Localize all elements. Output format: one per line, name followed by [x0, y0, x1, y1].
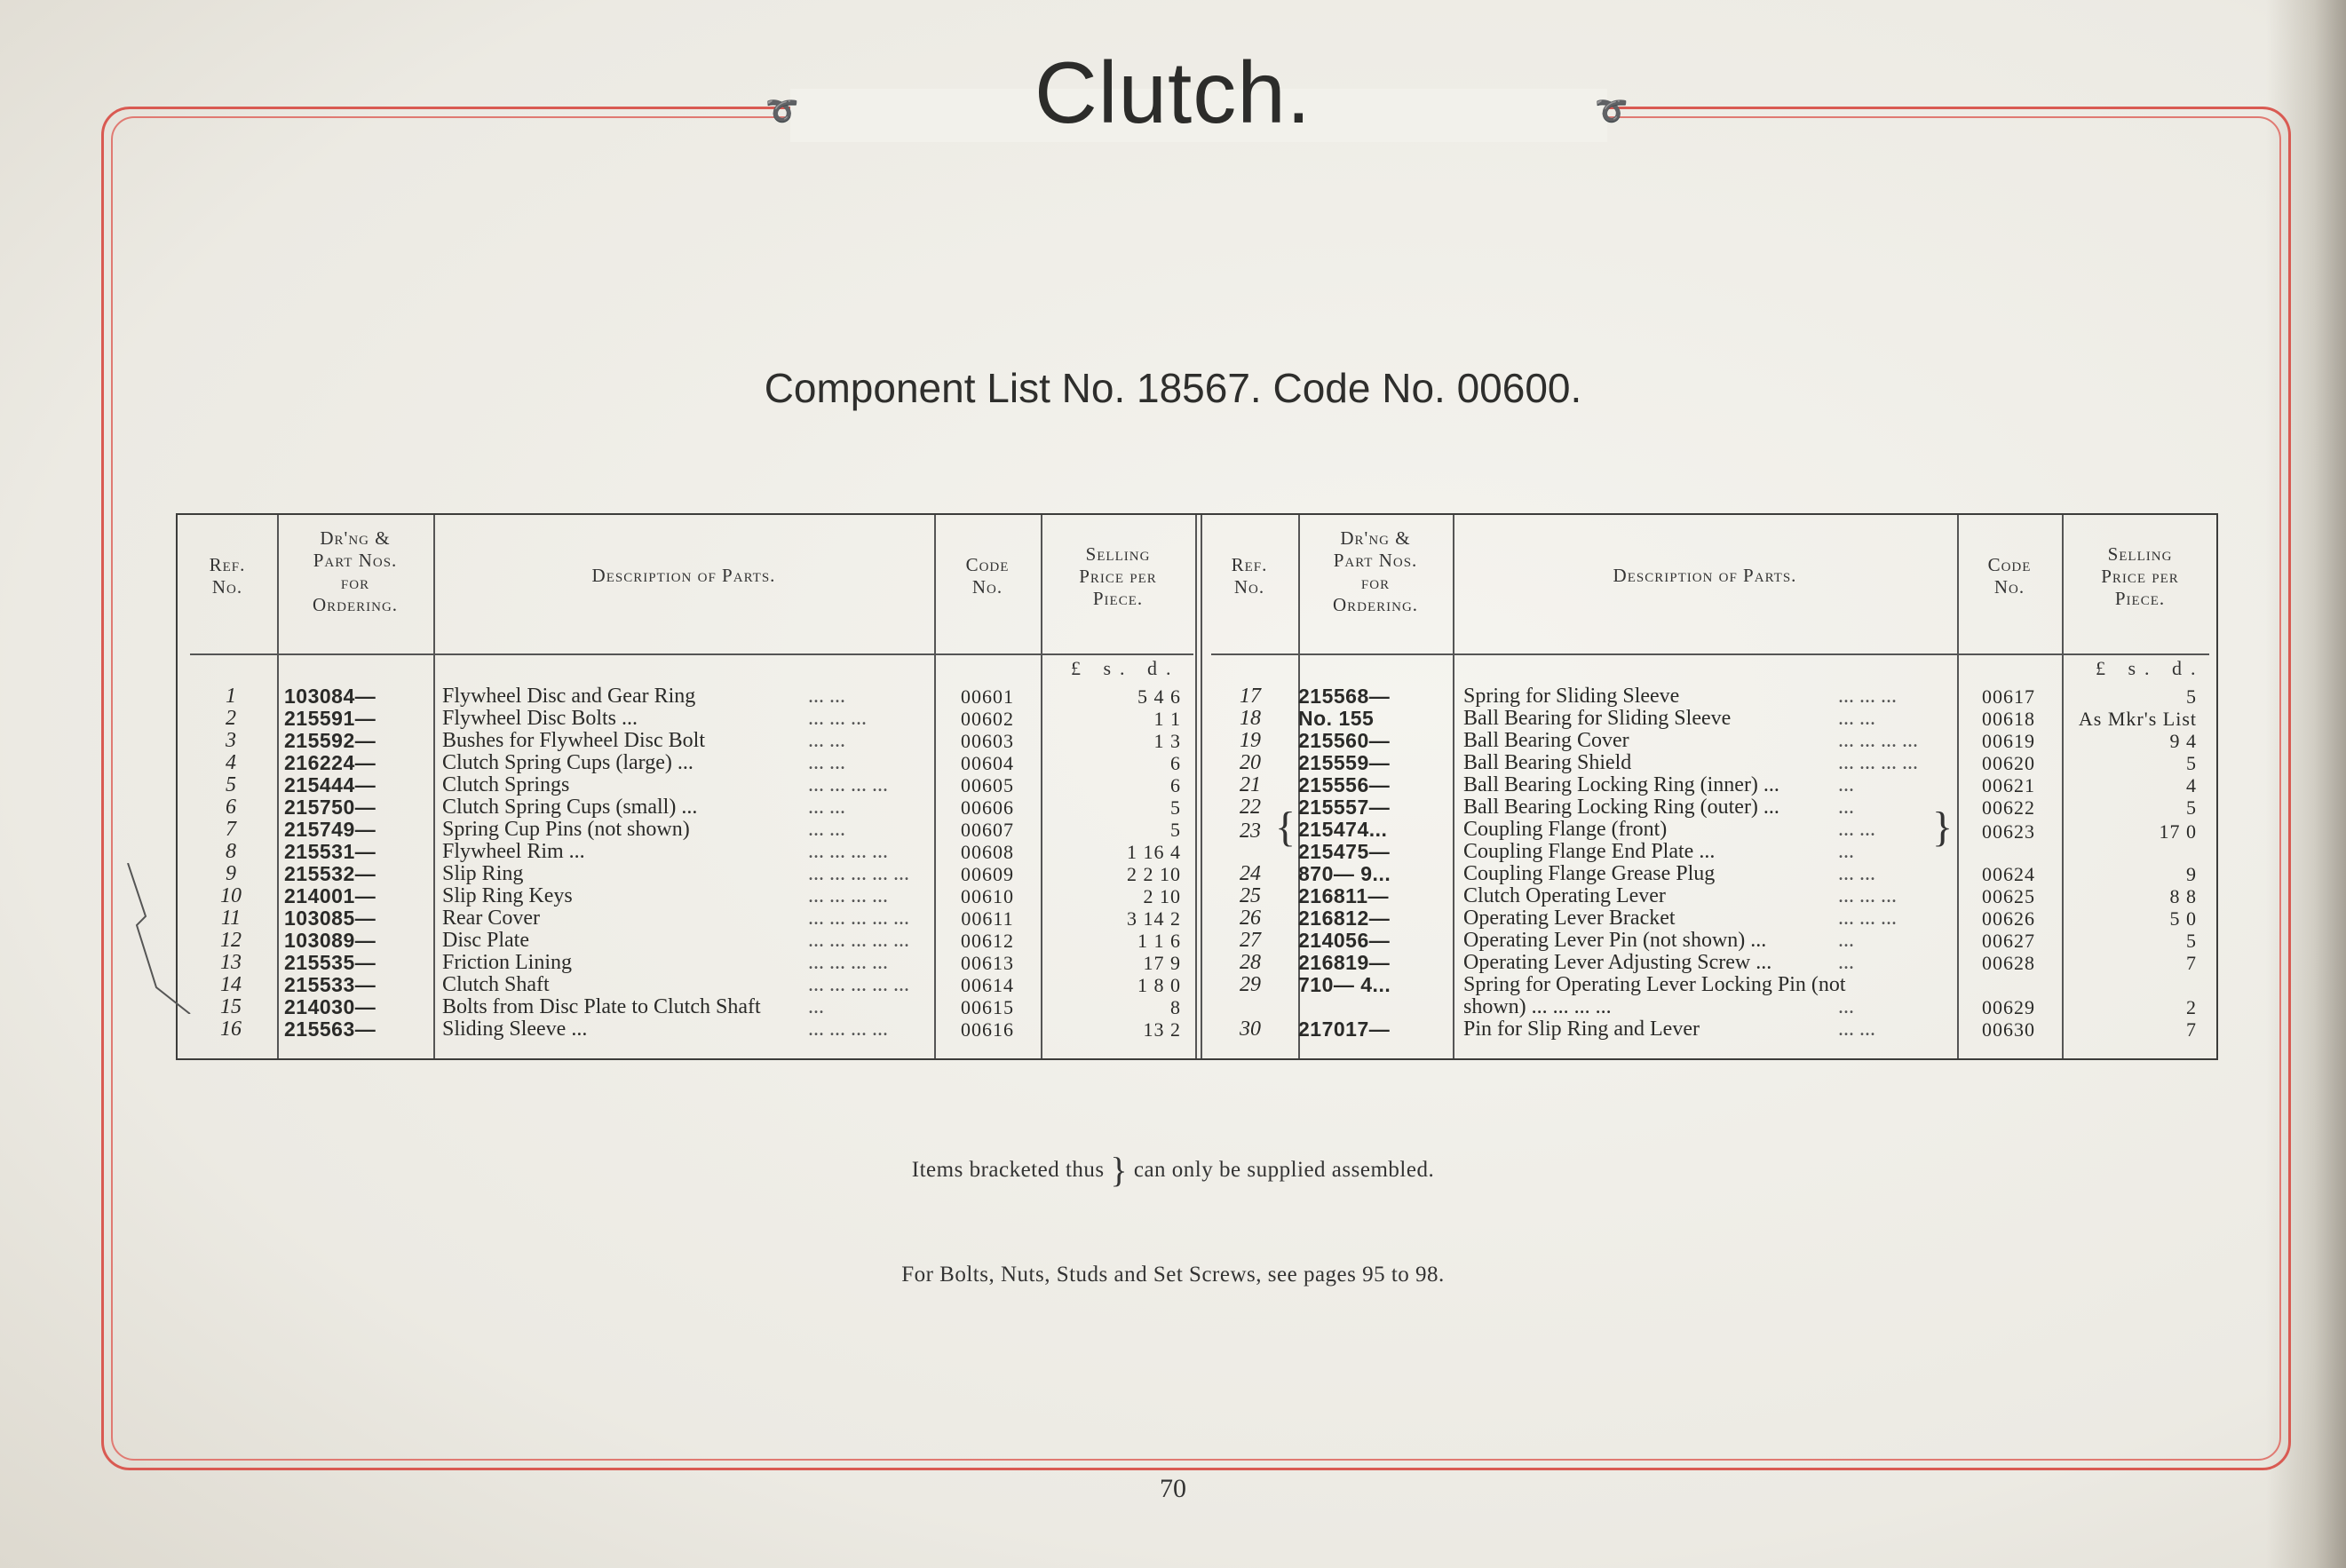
- code-number: 00621: [1982, 774, 2035, 796]
- part-description: Ball Bearing Cover: [1463, 729, 1629, 752]
- part-description: Slip Ring: [442, 862, 524, 885]
- selling-price: 2 10: [1143, 885, 1181, 907]
- part-number: 214030—: [284, 995, 376, 1018]
- leader-dots: ... ... ... ...: [808, 951, 888, 974]
- leader-dots: ...: [1838, 840, 1854, 863]
- header-rule-left: [190, 653, 1193, 655]
- part-number: 215533—: [284, 973, 376, 996]
- part-number: 214001—: [284, 884, 376, 907]
- header-part: Dr'ng & Part Nos. for Ordering.: [312, 527, 399, 615]
- ref-number: 12: [220, 929, 242, 952]
- part-number: 215592—: [284, 729, 376, 752]
- leader-dots: ... ... ... ... ...: [808, 973, 909, 996]
- part-description: Ball Bearing Locking Ring (outer) ...: [1463, 796, 1779, 819]
- bracket-note: [0, 1149, 2346, 1191]
- selling-price: 6: [1170, 752, 1181, 774]
- selling-price: 13 2: [1143, 1018, 1181, 1041]
- selling-price: 1 1 6: [1137, 930, 1181, 952]
- part-number: 215560—: [1298, 729, 1391, 752]
- part-description: Coupling Flange End Plate ...: [1463, 840, 1716, 863]
- code-number: 00618: [1982, 708, 2035, 730]
- part-description: Spring for Sliding Sleeve: [1463, 685, 1680, 708]
- group-23-ref: 23: [1240, 820, 1261, 843]
- ref-number: 7: [226, 818, 236, 841]
- part-number: 103085—: [284, 907, 376, 930]
- selling-price: 8 8: [2169, 885, 2197, 907]
- ref-number: 24: [1240, 862, 1261, 885]
- leader-dots: ... ... ... ...: [1838, 751, 1918, 774]
- code-number: 00606: [961, 796, 1014, 819]
- code-number: 00625: [1982, 885, 2035, 907]
- part-number: 870— 9...: [1298, 862, 1391, 885]
- leader-dots: ... ...: [808, 818, 845, 841]
- code-number: 00619: [1982, 730, 2035, 752]
- close-brace: }: [1932, 804, 1954, 851]
- bracket-note-pre: Items bracketed thus: [911, 1158, 1105, 1182]
- part-number: 215749—: [284, 818, 376, 841]
- part-number: 216224—: [284, 751, 376, 774]
- brace-glyph: }: [1110, 1150, 1129, 1190]
- leader-dots: [1838, 974, 1971, 996]
- part-number: 710— 4...: [1298, 973, 1391, 996]
- leader-dots: ... ...: [1838, 818, 1875, 841]
- bracket-note-post: can only be supplied assembled.: [1133, 1158, 1435, 1182]
- code-number: 00622: [1982, 796, 2035, 819]
- selling-price: 9 4: [2169, 730, 2197, 752]
- part-description: Clutch Spring Cups (small) ...: [442, 796, 698, 819]
- part-description: shown) ... ... ... ...: [1463, 995, 1612, 1018]
- code-number: 00604: [961, 752, 1014, 774]
- leader-dots: ... ...: [808, 729, 845, 752]
- selling-price: 5: [2186, 796, 2197, 819]
- part-number: 216819—: [1298, 951, 1391, 974]
- leader-dots: ... ...: [808, 685, 845, 708]
- border-curl-right: ➰: [1595, 97, 1629, 126]
- ref-number: 10: [220, 884, 242, 907]
- selling-price: 2: [2186, 996, 2197, 1018]
- part-description: Clutch Spring Cups (large) ...: [442, 751, 693, 774]
- selling-price: As Mkr's List: [2078, 708, 2197, 730]
- part-description: Pin for Slip Ring and Lever: [1463, 1018, 1700, 1041]
- code-number: 00613: [961, 952, 1014, 974]
- ref-number: 28: [1240, 951, 1261, 974]
- part-description: Slip Ring Keys: [442, 884, 573, 907]
- selling-price: 3 14 2: [1127, 907, 1181, 930]
- code-number: 00615: [961, 996, 1014, 1018]
- part-description: Flywheel Disc Bolts ...: [442, 707, 638, 730]
- part-description: Clutch Operating Lever: [1463, 884, 1666, 907]
- selling-price: 5: [2186, 930, 2197, 952]
- selling-price: 8: [1170, 996, 1181, 1018]
- leader-dots: ... ... ... ... ...: [808, 929, 909, 952]
- ref-number: 3: [226, 729, 236, 752]
- code-number: 00617: [1982, 685, 2035, 708]
- leader-dots: ...: [1838, 796, 1854, 819]
- part-number: 215474...: [1298, 818, 1388, 841]
- leader-dots: ...: [808, 995, 824, 1018]
- part-description: Ball Bearing Shield: [1463, 751, 1632, 774]
- header-price-right: Selling Price per Piece.: [2101, 543, 2179, 609]
- code-number: 00620: [1982, 752, 2035, 774]
- header-ref: Ref. No.: [209, 554, 246, 598]
- selling-price: 7: [2186, 952, 2197, 974]
- ref-number: 17: [1240, 685, 1261, 708]
- header-ref-right: Ref. No.: [1231, 554, 1268, 598]
- part-description: Operating Lever Bracket: [1463, 907, 1676, 930]
- part-description: Friction Lining: [442, 951, 572, 974]
- selling-price: 1 1: [1153, 708, 1181, 730]
- leader-dots: ... ... ... ...: [808, 840, 888, 863]
- part-description: Spring Cup Pins (not shown): [442, 818, 690, 841]
- code-number: 00630: [1982, 1018, 2035, 1041]
- part-description: Ball Bearing for Sliding Sleeve: [1463, 707, 1732, 730]
- leader-dots: ...: [1838, 951, 1854, 974]
- ref-number: 8: [226, 840, 236, 863]
- part-description: Clutch Springs: [442, 773, 570, 796]
- selling-price: 5: [2186, 752, 2197, 774]
- part-number: 215568—: [1298, 685, 1391, 708]
- part-description: Bushes for Flywheel Disc Bolt: [442, 729, 705, 752]
- code-number: 00609: [961, 863, 1014, 885]
- part-description: Disc Plate: [442, 929, 529, 952]
- ref-number: 9: [226, 862, 236, 885]
- part-number: 215750—: [284, 796, 376, 819]
- part-number: 215444—: [284, 773, 376, 796]
- part-number: 103089—: [284, 929, 376, 952]
- part-number: 217017—: [1298, 1018, 1391, 1041]
- leader-dots: ... ... ...: [1838, 685, 1897, 708]
- ref-number: 21: [1240, 773, 1261, 796]
- part-description: Clutch Shaft: [442, 973, 550, 996]
- leader-dots: ...: [1838, 773, 1854, 796]
- ref-number: 20: [1240, 751, 1261, 774]
- border-curl-left: ➰: [765, 97, 799, 126]
- divider: [1453, 515, 1454, 1058]
- header-desc-right: Description of Parts.: [1613, 565, 1797, 586]
- ref-number: 29: [1240, 973, 1261, 996]
- code-number: 00607: [961, 819, 1014, 841]
- selling-price: 5: [1170, 796, 1181, 819]
- part-description: Bolts from Disc Plate to Clutch Shaft: [442, 995, 761, 1018]
- part-description: Rear Cover: [442, 907, 540, 930]
- ref-number: 22: [1240, 796, 1261, 819]
- page-number: 70: [1160, 1474, 1186, 1503]
- selling-price: 7: [2186, 1018, 2197, 1041]
- leader-dots: ... ...: [808, 751, 845, 774]
- open-brace: {: [1275, 804, 1296, 851]
- part-number: 215475—: [1298, 840, 1391, 863]
- part-number: 215531—: [284, 840, 376, 863]
- center-divider: [1195, 515, 1197, 1058]
- part-number: 215532—: [284, 862, 376, 885]
- ref-number: 4: [226, 751, 236, 774]
- code-number: 00608: [961, 841, 1014, 863]
- code-number: 00602: [961, 708, 1014, 730]
- ref-number: 14: [220, 973, 242, 996]
- code-number: 00601: [961, 685, 1014, 708]
- ref-number: [1224, 841, 1277, 863]
- leader-dots: ... ...: [1838, 862, 1875, 885]
- code-number: 00612: [961, 930, 1014, 952]
- selling-price: 5: [2186, 685, 2197, 708]
- leader-dots: ... ... ... ...: [808, 1018, 888, 1041]
- selling-price: [2073, 841, 2197, 863]
- header-part-right: Dr'ng & Part Nos. for Ordering.: [1332, 527, 1419, 615]
- header-code-right: Code No.: [1987, 554, 2032, 598]
- ref-number: 6: [226, 796, 236, 819]
- leader-dots: ... ... ... ... ...: [808, 862, 909, 885]
- selling-price: 5 4 6: [1137, 685, 1181, 708]
- code-number: 00627: [1982, 930, 2035, 952]
- ref-number: 19: [1240, 729, 1261, 752]
- part-number: 215563—: [284, 1018, 376, 1041]
- ref-number: 25: [1240, 884, 1261, 907]
- leader-dots: ... ... ...: [1838, 907, 1897, 930]
- selling-price: [2073, 974, 2197, 996]
- selling-price: 1 16 4: [1127, 841, 1181, 863]
- currency-header-left: £ s. d.: [1071, 657, 1180, 679]
- part-number: 214056—: [1298, 929, 1391, 952]
- code-number: 00616: [961, 1018, 1014, 1041]
- part-description: Flywheel Disc and Gear Ring: [442, 685, 696, 708]
- code-number: 00603: [961, 730, 1014, 752]
- bolts-note: For Bolts, Nuts, Studs and Set Screws, see pages 95 to 98.: [901, 1263, 1445, 1287]
- component-list-subtitle: Component List No. 18567. Code No. 00600.: [764, 365, 1582, 411]
- selling-price: 6: [1170, 774, 1181, 796]
- leader-dots: ...: [1838, 995, 1854, 1018]
- part-number: 215559—: [1298, 751, 1391, 774]
- ref-number: 15: [220, 995, 242, 1018]
- code-number: 00626: [1982, 907, 2035, 930]
- leader-dots: ... ... ... ...: [808, 884, 888, 907]
- ref-number: 18: [1240, 707, 1261, 730]
- leader-dots: ... ... ... ...: [1838, 729, 1918, 752]
- part-description: Operating Lever Pin (not shown) ...: [1463, 929, 1767, 952]
- part-description: Flywheel Rim ...: [442, 840, 585, 863]
- code-number: 00629: [1982, 996, 2035, 1018]
- part-number: 216811—: [1298, 884, 1389, 907]
- ref-number: 2: [226, 707, 236, 730]
- part-number: No. 155: [1298, 707, 1375, 730]
- leader-dots: ... ... ...: [1838, 884, 1897, 907]
- currency-header-right: £ s. d.: [2096, 657, 2205, 679]
- part-number: 215557—: [1298, 796, 1391, 819]
- selling-price: 1 8 0: [1137, 974, 1181, 996]
- ref-number: 11: [220, 907, 242, 930]
- leader-dots: ... ... ...: [808, 707, 867, 730]
- part-description: Spring for Operating Lever Locking Pin (not: [1463, 973, 1846, 996]
- part-description: Coupling Flange (front): [1463, 818, 1668, 841]
- code-number: [1973, 841, 2044, 863]
- pencil-mark: [119, 863, 199, 1014]
- code-number: 00624: [1982, 863, 2035, 885]
- code-number: 00628: [1982, 952, 2035, 974]
- ref-number: 26: [1240, 907, 1261, 930]
- group-23-code: 00623: [1982, 820, 2035, 843]
- ref-number: [1224, 996, 1277, 1018]
- leader-dots: ... ... ... ... ...: [808, 907, 909, 930]
- header-code: Code No.: [965, 554, 1010, 598]
- part-number: 103084—: [284, 685, 376, 708]
- header-price: Selling Price per Piece.: [1079, 543, 1157, 609]
- code-number: 00614: [961, 974, 1014, 996]
- part-description: Operating Lever Adjusting Screw ...: [1463, 951, 1772, 974]
- code-number: 00611: [961, 907, 1014, 930]
- code-number: 00610: [961, 885, 1014, 907]
- ref-number: 5: [226, 773, 236, 796]
- parts-table: [176, 513, 2218, 1060]
- part-number: 215591—: [284, 707, 376, 730]
- selling-price: 9: [2186, 863, 2197, 885]
- group-23-price: 17 0: [2159, 820, 2197, 843]
- ref-number: 1: [226, 685, 236, 708]
- selling-price: 1 3: [1153, 730, 1181, 752]
- leader-dots: ... ... ... ...: [808, 773, 888, 796]
- part-number: 216812—: [1298, 907, 1391, 930]
- ref-number: 27: [1240, 929, 1261, 952]
- selling-price: 5: [1170, 819, 1181, 841]
- header-desc: Description of Parts.: [591, 565, 776, 586]
- part-number: 215535—: [284, 951, 376, 974]
- selling-price: 4: [2186, 774, 2197, 796]
- leader-dots: ...: [1838, 929, 1854, 952]
- ref-number: 30: [1240, 1018, 1261, 1041]
- selling-price: 5 0: [2169, 907, 2197, 930]
- divider: [433, 515, 435, 1058]
- leader-dots: ... ...: [1838, 707, 1875, 730]
- part-description: Sliding Sleeve ...: [442, 1018, 588, 1041]
- code-number: [1973, 974, 2044, 996]
- part-description: Ball Bearing Locking Ring (inner) ...: [1463, 773, 1779, 796]
- selling-price: 2 2 10: [1127, 863, 1181, 885]
- ref-number: 16: [220, 1018, 242, 1041]
- part-description: Coupling Flange Grease Plug: [1463, 862, 1716, 885]
- part-number: 215556—: [1298, 773, 1391, 796]
- code-number: 00605: [961, 774, 1014, 796]
- page-title: Clutch.: [1034, 44, 1312, 141]
- leader-dots: ... ...: [808, 796, 845, 819]
- selling-price: 17 9: [1143, 952, 1181, 974]
- ref-number: 13: [220, 951, 242, 974]
- header-rule-right: [1211, 653, 2209, 655]
- leader-dots: ... ...: [1838, 1018, 1875, 1041]
